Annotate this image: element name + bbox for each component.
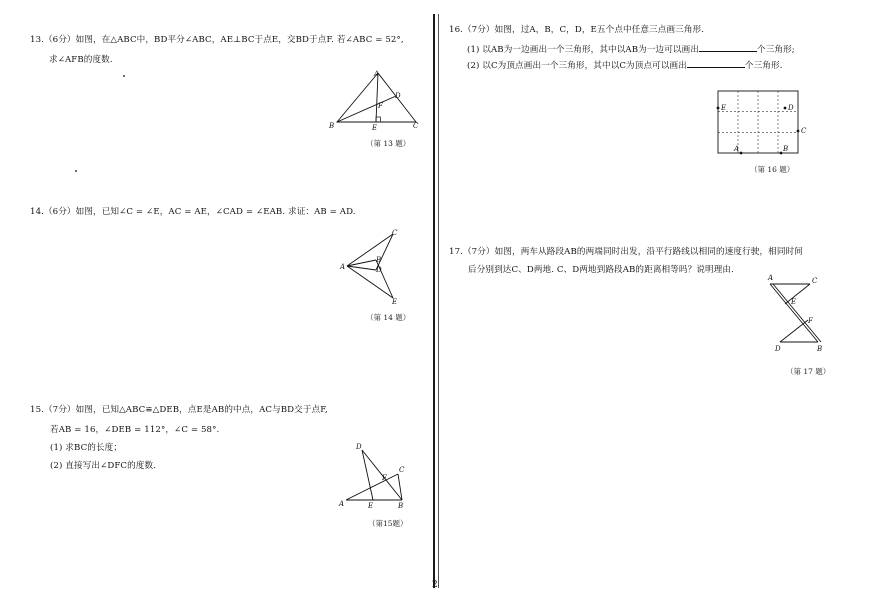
page-number: 2 <box>432 580 438 590</box>
q16-part1-suffix: 个三角形; <box>757 45 795 55</box>
q15-label-b: B <box>398 502 404 510</box>
q17-label-f: F <box>808 317 813 325</box>
q16-part2-answer-blank[interactable] <box>687 58 745 68</box>
q16-label-d: D <box>788 104 794 112</box>
q16-text-line3 <box>467 58 783 72</box>
q16-label-e: E <box>721 104 727 112</box>
q16-caption: （第 16 题） <box>750 165 795 174</box>
q16-text-line2 <box>467 42 795 56</box>
column-divider <box>433 14 435 588</box>
q15-text-line3: (1) 求BC的长度； <box>50 443 123 453</box>
q17-text-line2: 后分别到达C、D两地. C、D两地到路段AB的距离相等吗？说明理由. <box>468 265 734 275</box>
q14-label-e: E <box>392 298 398 306</box>
q13-label-c: C <box>413 122 419 130</box>
column-divider-inner <box>438 14 439 588</box>
q16-grid-figure <box>714 88 814 156</box>
q15-label-e: E <box>368 502 374 510</box>
q16-label-b: B <box>783 145 789 153</box>
q13-label-e: E <box>372 124 378 132</box>
q14-label-c: C <box>392 229 398 237</box>
q17-figure <box>768 274 828 354</box>
q15-text-line2: 若AB = 16，∠DEB = 112°，∠C = 58°. <box>50 425 220 435</box>
q16-text-line1: 16.（7分）如图，过A，B，C，D，E五个点中任意三点画三角形. <box>449 25 705 35</box>
q17-label-c: C <box>812 277 818 285</box>
q14-text-line1: 14.（6分）如图，已知∠C = ∠E，AC = AE，∠CAD = ∠EAB. 求证：AB = AD. <box>30 207 356 217</box>
q15-label-d: D <box>356 443 362 451</box>
q14-label-b: B <box>376 256 382 264</box>
q17-text-line1: 17.（7分）如图，两车从路段AB的两端同时出发，沿平行路线以相同的速度行驶，相同时间 <box>449 247 803 257</box>
q17-label-a: A <box>768 274 774 282</box>
q15-figure <box>336 440 416 512</box>
q17-label-e: E <box>791 298 797 306</box>
q13-label-a: A <box>374 70 380 78</box>
q15-label-f: F <box>382 474 387 482</box>
q16-label-c: C <box>801 127 807 135</box>
scan-speck <box>123 75 125 77</box>
q14-label-a: A <box>340 263 346 271</box>
q14-label-d: D <box>376 266 382 274</box>
q13-text-line2: 求∠AFB的度数. <box>49 55 113 65</box>
q16-part1-text: (1) 以AB为一边画出一个三角形，其中以AB为一边可以画出 <box>467 45 700 55</box>
q15-label-c: C <box>399 466 405 474</box>
q15-text-line1: 15.（7分）如图，已知△ABC≌△DEB，点E是AB的中点，AC与BD交于点F, <box>30 405 328 415</box>
q14-caption: （第 14 题） <box>366 313 411 322</box>
q15-text-line4: (2) 直接写出∠DFC的度数. <box>50 461 157 471</box>
q17-label-b: B <box>817 345 823 353</box>
q13-text-line1: 13.（6分）如图，在△ABC中，BD平分∠ABC，AE⊥BC于点E，交BD于点F. 若∠ABC = 52°, <box>30 35 404 45</box>
q14-figure <box>338 226 408 308</box>
q13-label-d: D <box>395 92 401 100</box>
q15-caption: （第15题） <box>368 519 408 528</box>
q15-label-a: A <box>339 500 345 508</box>
scan-speck <box>75 170 77 172</box>
q17-label-d: D <box>775 345 781 353</box>
q13-label-f: F <box>378 102 383 110</box>
q13-caption: （第 13 题） <box>366 139 411 148</box>
q16-part2-suffix: 个三角形. <box>744 61 783 71</box>
q17-caption: （第 17 题） <box>786 367 831 376</box>
q16-part1-answer-blank[interactable] <box>699 42 757 52</box>
q16-part2-text: (2) 以C为顶点画出一个三角形，其中以C为顶点可以画出 <box>467 61 687 71</box>
q13-triangle-figure <box>326 68 426 136</box>
q16-label-a: A <box>734 145 740 153</box>
q13-label-b: B <box>329 122 335 130</box>
